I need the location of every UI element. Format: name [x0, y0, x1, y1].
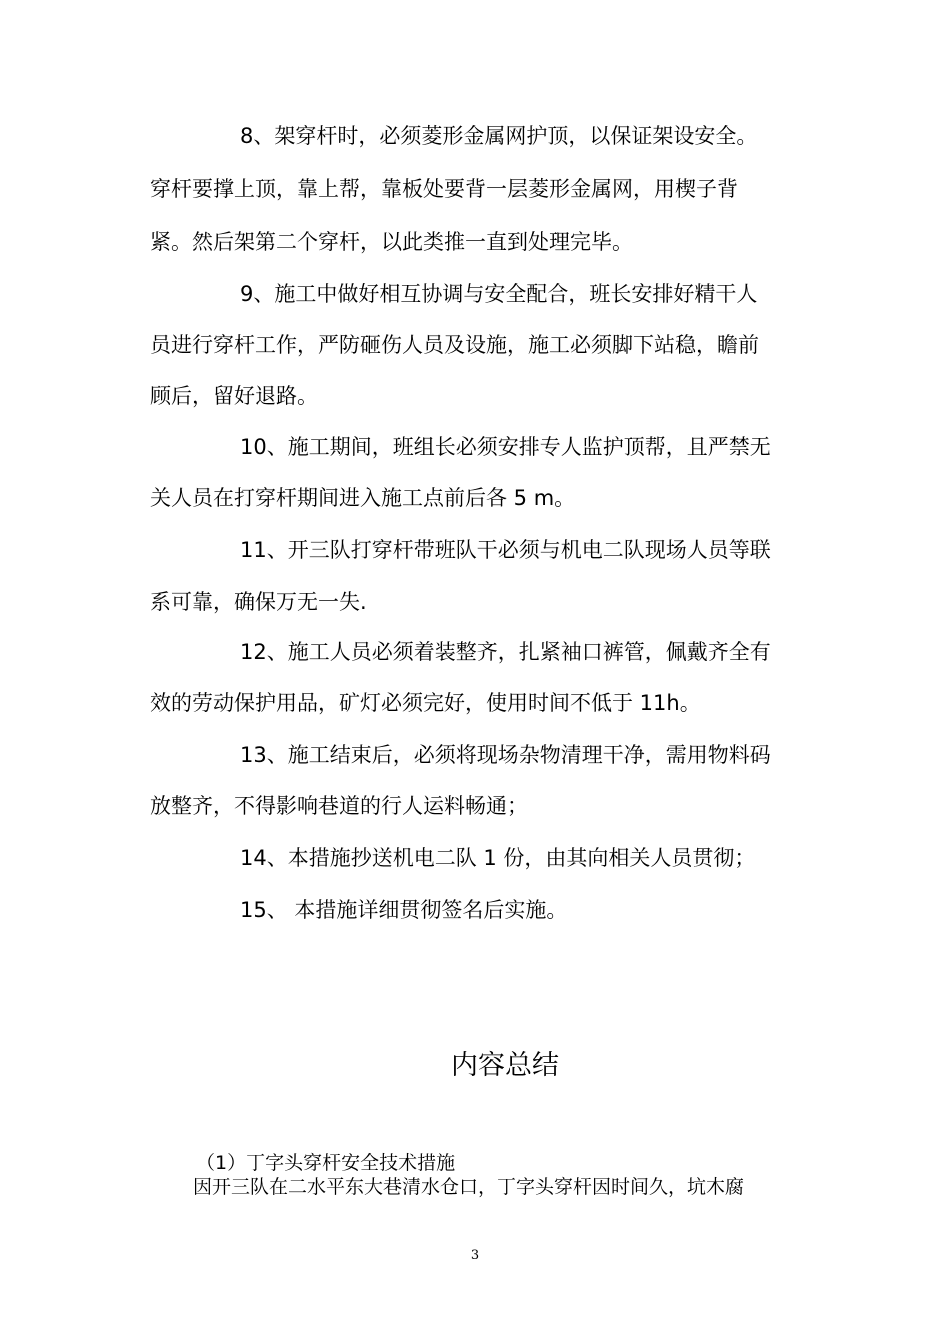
paragraph-8-line-1: 8、架穿杆时，必须菱形金属网护顶，以保证架设安全。 [240, 124, 758, 148]
paragraph-8-line-2: 穿杆要撑上顶，靠上帮，靠板处要背一层菱形金属网，用楔子背 [150, 177, 738, 201]
paragraph-10-line-1: 10、施工期间，班组长必须安排专人监护顶帮，且严禁无 [240, 435, 771, 459]
paragraph-11-line-2: 系可靠，确保万无一失. [150, 590, 367, 614]
page-number: 3 [470, 1248, 480, 1263]
paragraph-11-line-1: 11、开三队打穿杆带班队干必须与机电二队现场人员等联 [240, 538, 771, 562]
paragraph-9-line-2: 员进行穿杆工作，严防砸伤人员及设施，施工必须脚下站稳，瞻前 [150, 333, 759, 357]
summary-item-text: 因开三队在二水平东大巷清水仓口，丁字头穿杆因时间久，坑木腐 [193, 1176, 745, 1198]
paragraph-9-line-1: 9、施工中做好相互协调与安全配合，班长安排好精干人 [240, 282, 758, 306]
summary-heading: 内容总结 [451, 1050, 559, 1081]
summary-item-title: （1）丁字头穿杆安全技术措施 [196, 1152, 456, 1174]
paragraph-14-line-1: 14、本措施抄送机电二队 1 份，由其向相关人员贯彻； [240, 846, 756, 870]
paragraph-15-line-1: 15、 本措施详细贯彻签名后实施。 [240, 898, 568, 922]
paragraph-12-line-1: 12、施工人员必须着装整齐，扎紧袖口裤管，佩戴齐全有 [240, 640, 771, 664]
paragraph-8-line-3: 紧。然后架第二个穿杆，以此类推一直到处理完毕。 [150, 230, 633, 254]
paragraph-9-line-3: 顾后，留好退路。 [150, 384, 318, 408]
paragraph-13-line-2: 放整齐，不得影响巷道的行人运料畅通； [150, 794, 528, 818]
paragraph-12-line-2: 效的劳动保护用品，矿灯必须完好，使用时间不低于 11h。 [150, 691, 701, 715]
paragraph-10-line-2: 关人员在打穿杆期间进入施工点前后各 5 m。 [150, 486, 576, 510]
paragraph-13-line-1: 13、施工结束后，必须将现场杂物清理干净，需用物料码 [240, 743, 771, 767]
